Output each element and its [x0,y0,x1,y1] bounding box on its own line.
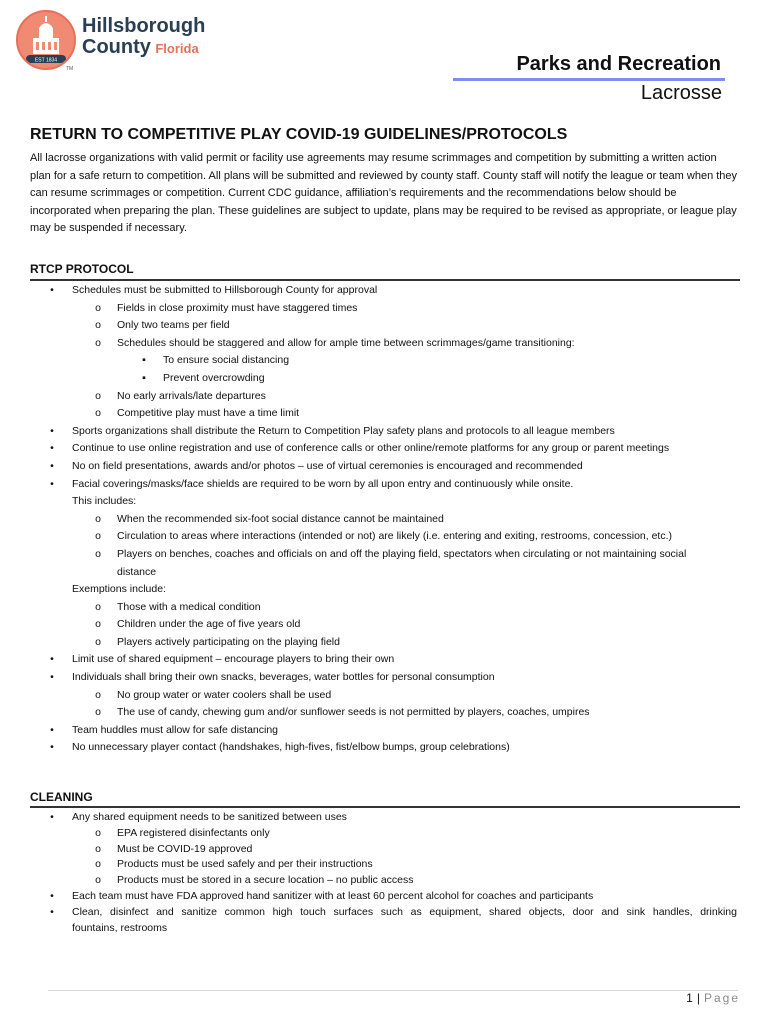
list-item [0,300,770,318]
list-item-text: No early arrivals/late departures [117,389,266,402]
bullet-icon: • [50,442,54,455]
bullet-icon: • [50,741,54,754]
bullet-icon: • [50,653,54,666]
rtcp-heading-rule [30,279,740,281]
circle-bullet-icon: o [95,547,101,560]
list-item [0,423,770,441]
list-item-text: Players on benches, coaches and officials on and off the playing field, spectators when circulating or not maintaining social [117,547,687,560]
list-item-text: Must be COVID-19 approved [117,842,253,855]
list-item [0,810,770,826]
bullet-icon: • [50,723,54,736]
list-item-text: Products must be used safely and per their instructions [117,858,373,871]
list-item [0,826,770,842]
document-title: RETURN TO COMPETITIVE PLAY COVID-19 GUIDELINES/PROTOCOLS [30,126,568,143]
list-item-text: Prevent overcrowding [163,371,265,384]
list-item-text: Sports organizations shall distribute the Return to Competition Play safety plans and protocols to all league members [72,424,615,437]
list-item-text: distance [117,565,157,578]
list-item [0,889,770,905]
circle-bullet-icon: o [95,407,101,420]
logo-wordmark [82,16,205,59]
list-item [0,739,770,757]
list-item [0,528,770,546]
list-item-text: Exemptions include: [72,583,166,596]
square-bullet-icon: ▪ [142,371,146,384]
cleaning-list [0,810,770,936]
circle-bullet-icon: o [95,512,101,525]
list-item [0,581,770,599]
county-seal-icon [16,10,76,70]
circle-bullet-icon: o [95,842,101,855]
footer-separator: | [696,991,700,1005]
list-item-text: When the recommended six-foot social distance cannot be maintained [117,512,444,525]
list-item [0,335,770,353]
logo-line-2: County [82,36,151,58]
bullet-icon: • [50,889,54,902]
logo-line-1: Hillsborough [82,15,206,37]
cleaning-heading-rule [30,806,740,808]
list-item [0,493,770,511]
circle-bullet-icon: o [95,688,101,701]
rtcp-heading: RTCP PROTOCOL [30,262,134,276]
list-item-text: EPA registered disinfectants only [117,826,270,839]
list-item-text: Schedules should be staggered and allow for ample time between scrimmages/game transitioning: [117,336,575,349]
county-logo [16,10,216,74]
list-item [0,921,770,937]
list-item-text: No on field presentations, awards and/or photos – use of virtual ceremonies is encouraged and recommended [72,459,583,472]
list-item-text: Limit use of shared equipment – encourage players to bring their own [72,653,395,666]
list-item [0,651,770,669]
list-item-text: Each team must have FDA approved hand sanitizer with at least 60 percent alcohol for coaches and participants [72,889,594,902]
list-item [0,476,770,494]
circle-bullet-icon: o [95,858,101,871]
list-item [0,370,770,388]
list-item [0,546,770,564]
circle-bullet-icon: o [95,319,101,332]
list-item-text: No unnecessary player contact (handshakes, high-fives, fist/elbow bumps, group celebrations) [72,741,510,754]
list-item [0,440,770,458]
list-item [0,599,770,617]
circle-bullet-icon: o [95,706,101,719]
list-item [0,352,770,370]
list-item-text: Only two teams per field [117,319,230,332]
bullet-icon: • [50,811,54,823]
square-bullet-icon: ▪ [142,354,146,367]
rtcp-list [0,282,770,757]
list-item [0,458,770,476]
list-item-text: fountains, restrooms [72,921,168,934]
list-item-text: The use of candy, chewing gum and/or sunflower seeds is not permitted by players, coaches, umpires [117,706,590,719]
seal-est-text: EST 1834 [34,57,58,64]
circle-bullet-icon: o [95,336,101,349]
circle-bullet-icon: o [95,826,101,839]
list-item-text: Those with a medical condition [117,600,261,613]
list-item [0,388,770,406]
bullet-icon: • [50,424,54,437]
sport-subtitle: Lacrosse [640,82,722,104]
list-item [0,857,770,873]
bullet-icon: • [50,284,54,296]
header-rule [453,78,725,81]
bullet-icon: • [50,905,54,918]
circle-bullet-icon: o [95,389,101,402]
list-item [0,564,770,582]
bullet-icon: • [50,477,54,490]
bullet-icon: • [50,671,54,684]
list-item-text: Any shared equipment needs to be sanitized between uses [72,811,347,823]
logo-florida: Florida [155,41,199,56]
circle-bullet-icon: o [95,874,101,887]
list-item-text: Products must be stored in a secure location – no public access [117,874,414,887]
page-footer [686,991,740,1005]
trademark-mark: TM [66,66,74,72]
intro-paragraph: All lacrosse organizations with valid permit or facility use agreements may resume scrimmages and competition by submitting a written action plan for a safe return to competition. All plans will be submitted and reviewed by county staff. County staff will notify the league or team when they can resume scrimmages or competition. Current CDC guidance, affiliation’s requirements and the recommendations below should be incorporated when preparing the plan. These guidelines are subject to update, plans may be required to be revised as appropriate, or league play may be suspended if necessary. [30,152,738,235]
list-item-text: Facial coverings/masks/face shields are required to be worn by all upon entry and continuously while onsite. [72,477,574,490]
circle-bullet-icon: o [95,530,101,543]
list-item [0,669,770,687]
list-item [0,704,770,722]
list-item-text: Individuals shall bring their own snacks, beverages, water bottles for personal consumption [72,671,495,684]
page-number: 1 [686,991,693,1005]
list-item [0,282,770,300]
list-item-text: Fields in close proximity must have staggered times [117,301,358,314]
list-item-text: To ensure social distancing [163,354,290,367]
list-item [0,634,770,652]
list-item-text: Team huddles must allow for safe distancing [72,723,279,736]
list-item [0,842,770,858]
circle-bullet-icon: o [95,600,101,613]
list-item-text: No group water or water coolers shall be used [117,688,332,701]
list-item-text: Players actively participating on the playing field [117,635,340,648]
list-item-text: Circulation to areas where interactions (intended or not) are likely (i.e. entering and exiting, restrooms, concession, etc.) [117,530,673,543]
bullet-icon: • [50,459,54,472]
list-item [0,511,770,529]
list-item-text: Children under the age of five years old [117,618,301,631]
list-item [0,687,770,705]
list-item [0,873,770,889]
list-item [0,905,770,921]
department-title: Parks and Recreation [516,53,721,75]
circle-bullet-icon: o [95,618,101,631]
circle-bullet-icon: o [95,301,101,314]
page-word: Page [703,991,740,1005]
list-item-text: This includes: [72,495,137,508]
circle-bullet-icon: o [95,635,101,648]
list-item-text: Continue to use online registration and use of conference calls or other online/remote platforms for any group or parent meetings [72,442,670,455]
list-item [0,405,770,423]
list-item-text: Clean, disinfect and sanitize common high touch surfaces such as equipment, shared objects, door and sink handles, drinking [72,905,737,918]
list-item [0,317,770,335]
list-item [0,616,770,634]
cleaning-heading: CLEANING [30,790,93,804]
footer-rule [48,990,738,991]
list-item-text: Competitive play must have a time limit [117,407,300,420]
list-item-text: Schedules must be submitted to Hillsborough County for approval [72,284,378,296]
list-item [0,722,770,740]
